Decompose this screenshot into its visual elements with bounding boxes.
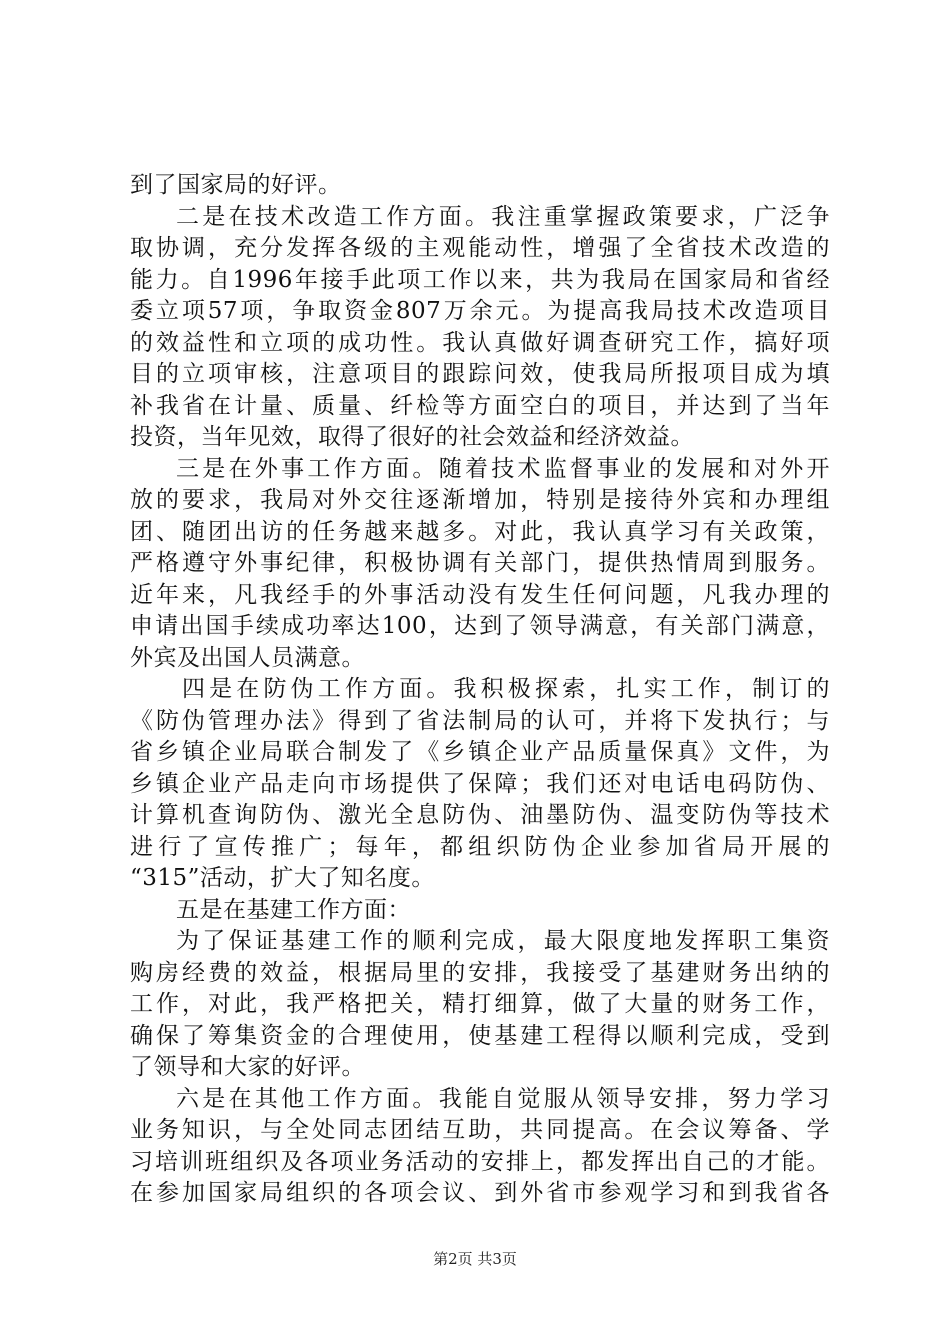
section-heading-line: 五是在基建工作方面： [176, 896, 411, 923]
text-line: 放的要求，我局对外交往逐渐增加，特别是接待外宾和办理组 [130, 487, 830, 513]
text-line: 严格遵守外事纪律，积极协调有关部门，提供热情周到服务。 [130, 550, 830, 576]
text-line: “315”活动，扩大了知名度。 [130, 865, 435, 891]
paragraph-start-line: 三是在外事工作方面。随着技术监督事业的发展和对外开 [176, 455, 830, 482]
text-line: 团、随团出访的任务越来越多。对此，我认真学习有关政策， [130, 518, 830, 545]
text-line: 目的立项审核，注意项目的跟踪问效，使我局所报项目成为填 [130, 361, 830, 387]
text-line: 能力。自1996年接手此项工作以来，共为我局在国家局和省经 [130, 266, 830, 293]
text-line: 近年来，凡我经手的外事活动没有发生任何问题，凡我办理的 [130, 581, 830, 608]
text-line: 投资，当年见效，取得了很好的社会效益和经济效益。 [130, 424, 694, 450]
text-line: 外宾及出国人员满意。 [130, 644, 365, 671]
text-line: 补我省在计量、质量、纤检等方面空白的项目，并达到了当年 [130, 392, 830, 419]
text-line: 到了国家局的好评。 [130, 172, 342, 198]
text-line: 购房经费的效益，根据局里的安排，我接受了基建财务出纳的 [130, 959, 830, 986]
text-line: 业务知识，与全处同志团结互助，共同提高。在会议筹备、学 [130, 1117, 830, 1143]
text-line: 申请出国手续成功率达100，达到了领导满意，有关部门满意， [130, 613, 830, 639]
text-line: 的效益性和立项的成功性。我认真做好调查研究工作，搞好项 [130, 329, 830, 356]
text-line: 《防伪管理办法》得到了省法制局的认可，并将下发执行；与 [130, 707, 830, 734]
paragraph-start-line: 为了保证基建工作的顺利完成，最大限度地发挥职工集资 [176, 928, 830, 954]
document-body [130, 170, 830, 1210]
text-line: 乡镇企业产品走向市场提供了保障；我们还对电话电码防伪、 [130, 770, 830, 797]
text-line: 委立项57项，争取资金807万余元。为提高我局技术改造项目 [130, 298, 830, 324]
page-number-footer: 第2页 共3页 [433, 1250, 517, 1268]
paragraph-start-line: 二是在技术改造工作方面。我注重掌握政策要求，广泛争 [176, 203, 830, 230]
text-line: 计算机查询防伪、激光全息防伪、油墨防伪、温变防伪等技术 [130, 802, 830, 828]
text-line: 进行了宣传推广；每年，都组织防伪企业参加省局开展的 [130, 833, 830, 860]
text-line: 习培训班组织及各项业务活动的安排上，都发挥出自己的才能。 [130, 1148, 830, 1175]
text-line: 在参加国家局组织的各项会议、到外省市参观学习和到我省各 [130, 1180, 830, 1206]
text-line: 确保了筹集资金的合理使用，使基建工程得以顺利完成，受到 [130, 1022, 830, 1049]
text-line: 工作，对此，我严格把关，精打细算，做了大量的财务工作， [130, 991, 830, 1017]
paragraph-start-line: 六是在其他工作方面。我能自觉服从领导安排，努力学习 [176, 1085, 830, 1112]
text-line: 了领导和大家的好评。 [130, 1054, 365, 1080]
text-line: 省乡镇企业局联合制发了《乡镇企业产品质量保真》文件，为 [130, 739, 830, 765]
text-line: 取协调，充分发挥各级的主观能动性，增强了全省技术改造的 [130, 235, 830, 261]
paragraph-start-line: 四是在防伪工作方面。我积极探索，扎实工作，制订的 [182, 676, 830, 702]
